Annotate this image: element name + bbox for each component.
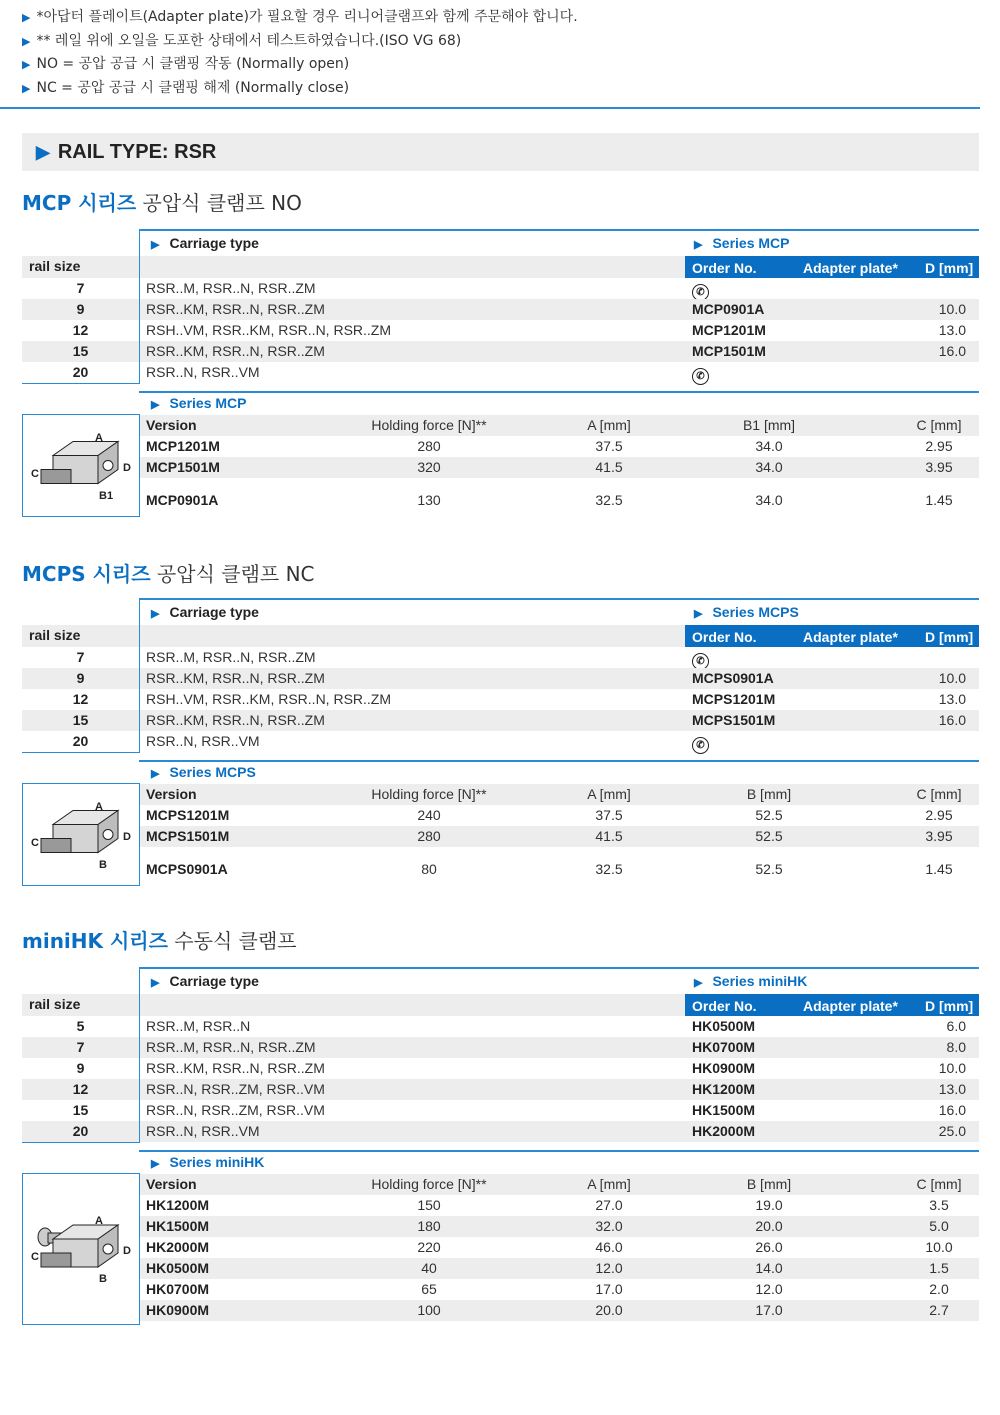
d-value: 6.0 — [946, 1018, 966, 1034]
vertical-line — [139, 1173, 140, 1325]
column-header: C [mm] — [916, 1176, 962, 1192]
version-b: 19.0 — [755, 1197, 783, 1213]
rail-size-label: rail size — [29, 627, 81, 643]
version-name: HK0500M — [146, 1260, 210, 1276]
series-text: Series miniHK — [169, 1154, 265, 1170]
rail-size-value: 15 — [72, 343, 89, 359]
triangle-right-icon: ▶ — [22, 34, 31, 48]
series-line — [139, 760, 979, 762]
rail-size-value: 7 — [76, 1039, 85, 1055]
series-label — [694, 604, 799, 620]
carriage-type-label — [151, 973, 259, 989]
divider — [0, 107, 980, 109]
fig-label-d: D — [123, 830, 131, 843]
column-header: B1 [mm] — [742, 417, 796, 433]
order-number: HK1200M — [692, 1081, 756, 1097]
clamp-drawing — [23, 415, 138, 516]
order-number: HK0500M — [692, 1018, 756, 1034]
phone-icon — [692, 362, 709, 383]
version-label: Version — [146, 786, 197, 802]
column-header: Holding force [N]** — [371, 417, 487, 433]
carriage-value: RSR..KM, RSR..N, RSR..ZM — [146, 670, 325, 686]
version-series-header — [151, 1154, 264, 1170]
fig-label-c: C — [31, 467, 39, 480]
d-value: 25.0 — [938, 1123, 966, 1139]
version-b: 34.0 — [755, 459, 783, 475]
note-no: ▶ NO = 공압 공급 시 클램핑 작동 (Normally open) — [22, 56, 350, 72]
carriage-value: RSR..N, RSR..ZM, RSR..VM — [146, 1102, 325, 1118]
d-value: 10.0 — [938, 301, 966, 317]
version-force: 65 — [421, 1281, 437, 1297]
order-number: MCP0901A — [692, 301, 765, 317]
version-a: 37.5 — [595, 438, 623, 454]
version-a: 32.5 — [595, 492, 623, 508]
version-row — [139, 859, 979, 880]
vertical-line — [139, 414, 140, 517]
column-header: C [mm] — [916, 786, 962, 802]
table-row — [22, 668, 979, 689]
note-oil: ▶ ** 레일 위에 오일을 도포한 상태에서 테스트하였습니다.(ISO VG 68) — [22, 32, 462, 49]
rail-size-value: 20 — [72, 1123, 89, 1139]
table-row — [22, 689, 979, 710]
fig-label-c: C — [31, 1251, 39, 1263]
version-b: 17.0 — [755, 1302, 783, 1318]
version-name: HK1500M — [146, 1218, 210, 1234]
order-number: HK0900M — [692, 1060, 756, 1076]
series-text: Series MCPS — [712, 604, 799, 620]
rail-size-value: 12 — [72, 322, 89, 338]
rail-size-value: 12 — [72, 1081, 89, 1097]
version-a: 32.5 — [595, 861, 623, 877]
carriage-value: RSH..VM, RSR..KM, RSR..N, RSR..ZM — [146, 691, 392, 707]
version-force: 40 — [421, 1260, 437, 1276]
carriage-value: RSR..M, RSR..N, RSR..ZM — [146, 649, 316, 665]
adapter-plate-label: Adapter plate* — [803, 629, 898, 645]
triangle-right-icon: ▶ — [694, 608, 703, 620]
version-row — [139, 1258, 979, 1279]
version-a: 17.0 — [595, 1281, 623, 1297]
series-text: Series MCPS — [169, 764, 256, 780]
version-a: 20.0 — [595, 1302, 623, 1318]
rail-size-label: rail size — [29, 996, 81, 1012]
column-header: B [mm] — [746, 1176, 792, 1192]
order-no-label: Order No. — [692, 629, 757, 645]
fig-label-b: B — [99, 1273, 107, 1285]
fig-label-d: D — [123, 461, 131, 474]
version-name: MCP1201M — [146, 438, 220, 454]
order-header — [685, 256, 979, 278]
version-name: HK0900M — [146, 1302, 210, 1318]
table-header-row — [22, 994, 979, 1016]
adapter-plate-label: Adapter plate* — [803, 260, 898, 276]
order-number: MCP1501M — [692, 343, 766, 359]
table-row — [22, 320, 979, 341]
carriage-value: RSR..N, RSR..VM — [146, 364, 260, 380]
version-a: 41.5 — [595, 828, 623, 844]
rail-size-label: rail size — [29, 258, 81, 274]
order-number: HK0700M — [692, 1039, 756, 1055]
section-title-mcp: MCP 시리즈 공압식 클램프 NO — [22, 191, 302, 215]
version-b: 26.0 — [755, 1239, 783, 1255]
column-header: Holding force [N]** — [371, 786, 487, 802]
triangle-right-icon: ▶ — [151, 608, 160, 620]
order-number: HK2000M — [692, 1123, 756, 1139]
version-name: MCPS1201M — [146, 807, 230, 823]
bottom-line — [22, 752, 140, 753]
carriage-value: RSR..KM, RSR..N, RSR..ZM — [146, 343, 325, 359]
carriage-value: RSR..M, RSR..N — [146, 1018, 251, 1034]
vertical-line — [139, 783, 140, 886]
version-force: 280 — [417, 828, 441, 844]
triangle-right-icon: ▶ — [151, 1158, 160, 1170]
section-title-mcps: MCPS 시리즈 공압식 클램프 NC — [22, 562, 315, 586]
column-header: A [mm] — [587, 786, 631, 802]
version-row — [139, 1237, 979, 1258]
version-name: MCPS1501M — [146, 828, 230, 844]
rail-size-value: 9 — [76, 301, 85, 317]
version-name: HK1200M — [146, 1197, 210, 1213]
rail-size-value: 7 — [76, 649, 85, 665]
triangle-right-icon: ▶ — [694, 977, 703, 989]
table-row — [22, 362, 979, 383]
carriage-header — [139, 969, 979, 994]
triangle-right-icon: ▶ — [36, 142, 50, 162]
order-number: HK1500M — [692, 1102, 756, 1118]
table-row — [22, 1037, 979, 1058]
carriage-value: RSH..VM, RSR..KM, RSR..N, RSR..ZM — [146, 322, 392, 338]
order-header — [685, 994, 979, 1016]
series-label — [694, 235, 790, 251]
section-title-minihk: miniHK 시리즈 수동식 클램프 — [22, 929, 297, 953]
fig-label-b: B1 — [99, 489, 114, 502]
carriage-value: RSR..KM, RSR..N, RSR..ZM — [146, 1060, 325, 1076]
version-c: 3.5 — [929, 1197, 949, 1213]
triangle-right-icon: ▶ — [151, 977, 160, 989]
version-series-header — [151, 764, 256, 780]
version-c: 1.45 — [925, 861, 953, 877]
version-b: 34.0 — [755, 492, 783, 508]
bottom-line — [22, 1142, 140, 1143]
carriage-type-label — [151, 604, 259, 620]
phone-icon — [692, 731, 709, 752]
version-name: HK2000M — [146, 1239, 210, 1255]
version-force: 150 — [417, 1197, 441, 1213]
clamp-figure — [22, 783, 139, 886]
version-label: Version — [146, 417, 197, 433]
d-value: 13.0 — [938, 691, 966, 707]
version-series-header — [151, 395, 247, 411]
column-header: Holding force [N]** — [371, 1176, 487, 1192]
carriage-header — [139, 231, 979, 256]
version-b: 34.0 — [755, 438, 783, 454]
series-text: Series MCP — [169, 395, 247, 411]
series-line — [139, 1150, 979, 1152]
version-c: 3.95 — [925, 459, 953, 475]
d-mm-label: D [mm] — [925, 629, 974, 645]
version-b: 14.0 — [755, 1260, 783, 1276]
rail-size-value: 9 — [76, 1060, 85, 1076]
fig-label-a: A — [95, 1215, 103, 1227]
minihk-block — [22, 967, 979, 1327]
version-row — [139, 1195, 979, 1216]
fig-label-b: B — [99, 858, 107, 871]
version-c: 1.5 — [929, 1260, 949, 1276]
phone-icon: ✆ — [692, 737, 709, 754]
version-c: 2.95 — [925, 438, 953, 454]
rail-size-value: 20 — [72, 364, 89, 380]
vertical-line — [139, 967, 140, 1143]
rail-size-value: 5 — [76, 1018, 85, 1034]
note-nc: ▶ NC = 공압 공급 시 클램핑 해제 (Normally close) — [22, 79, 350, 96]
version-b: 52.5 — [755, 861, 783, 877]
table-header-row — [22, 625, 979, 647]
phone-icon: ✆ — [692, 368, 709, 385]
table-row — [22, 278, 979, 299]
phone-icon: ✆ — [692, 284, 709, 301]
vertical-line — [139, 229, 140, 384]
rail-size-value: 7 — [76, 280, 85, 296]
column-header: A [mm] — [587, 417, 631, 433]
table-header-row — [22, 256, 979, 278]
table-row — [22, 731, 979, 752]
version-force: 240 — [417, 807, 441, 823]
order-no-label: Order No. — [692, 260, 757, 276]
version-row — [139, 805, 979, 826]
version-c: 10.0 — [925, 1239, 953, 1255]
rail-size-value: 9 — [76, 670, 85, 686]
vertical-line — [139, 598, 140, 753]
series-label — [694, 973, 807, 989]
version-a: 41.5 — [595, 459, 623, 475]
d-value: 16.0 — [938, 343, 966, 359]
rail-size-value: 15 — [72, 712, 89, 728]
version-label: Version — [146, 1176, 197, 1192]
triangle-right-icon: ▶ — [151, 399, 160, 411]
version-force: 100 — [417, 1302, 441, 1318]
version-force: 130 — [417, 492, 441, 508]
order-header — [685, 625, 979, 647]
version-c: 2.95 — [925, 807, 953, 823]
order-number: MCPS1501M — [692, 712, 776, 728]
d-value: 8.0 — [946, 1039, 966, 1055]
fig-label-d: D — [123, 1245, 131, 1257]
phone-icon: ✆ — [692, 653, 709, 670]
clamp-drawing — [23, 1174, 138, 1324]
version-force: 280 — [417, 438, 441, 454]
notes — [22, 6, 578, 100]
phone-icon — [692, 647, 709, 668]
d-value: 13.0 — [938, 322, 966, 338]
rail-type-bar: ▶ RAIL TYPE: RSR — [22, 133, 979, 171]
version-a: 32.0 — [595, 1218, 623, 1234]
column-header: B [mm] — [746, 786, 792, 802]
carriage-type-text: Carriage type — [169, 604, 259, 620]
bottom-line — [22, 383, 140, 384]
version-a: 27.0 — [595, 1197, 623, 1213]
version-header-row — [139, 415, 979, 436]
triangle-right-icon: ▶ — [22, 11, 31, 24]
column-header: A [mm] — [587, 1176, 631, 1192]
table-row — [22, 299, 979, 320]
version-name: MCPS0901A — [146, 861, 228, 877]
rail-size-value: 15 — [72, 1102, 89, 1118]
clamp-drawing — [23, 784, 138, 885]
order-number: MCPS0901A — [692, 670, 774, 686]
version-c: 3.95 — [925, 828, 953, 844]
version-header-row — [139, 1174, 979, 1195]
carriage-value: RSR..M, RSR..N, RSR..ZM — [146, 1039, 316, 1055]
carriage-type-text: Carriage type — [169, 235, 259, 251]
carriage-value: RSR..N, RSR..VM — [146, 1123, 260, 1139]
version-row — [139, 1300, 979, 1321]
carriage-type-label — [151, 235, 259, 251]
triangle-right-icon: ▶ — [694, 239, 703, 251]
version-b: 20.0 — [755, 1218, 783, 1234]
version-name: HK0700M — [146, 1281, 210, 1297]
version-row — [139, 1216, 979, 1237]
carriage-value: RSR..N, RSR..ZM, RSR..VM — [146, 1081, 325, 1097]
d-mm-label: D [mm] — [925, 998, 974, 1014]
version-force: 220 — [417, 1239, 441, 1255]
table-row — [22, 1121, 979, 1142]
clamp-figure — [22, 414, 139, 517]
column-header: C [mm] — [916, 417, 962, 433]
adapter-plate-label: Adapter plate* — [803, 998, 898, 1014]
carriage-type-text: Carriage type — [169, 973, 259, 989]
version-name: MCP0901A — [146, 492, 219, 508]
rail-size-value: 20 — [72, 733, 89, 749]
d-value: 16.0 — [938, 1102, 966, 1118]
fig-label-a: A — [95, 800, 103, 813]
carriage-value: RSR..KM, RSR..N, RSR..ZM — [146, 712, 325, 728]
d-value: 10.0 — [938, 1060, 966, 1076]
table-row — [22, 1016, 979, 1037]
clamp-figure — [22, 1173, 139, 1325]
version-header-row — [139, 784, 979, 805]
version-b: 52.5 — [755, 828, 783, 844]
table-row — [22, 1100, 979, 1121]
table-row — [22, 1079, 979, 1100]
carriage-value: RSR..N, RSR..VM — [146, 733, 260, 749]
carriage-value: RSR..M, RSR..N, RSR..ZM — [146, 280, 316, 296]
order-no-label: Order No. — [692, 998, 757, 1014]
triangle-right-icon: ▶ — [151, 768, 160, 780]
version-c: 2.0 — [929, 1281, 949, 1297]
triangle-right-icon: ▶ — [22, 58, 31, 71]
triangle-right-icon: ▶ — [22, 81, 31, 95]
fig-label-c: C — [31, 836, 39, 849]
version-force: 320 — [417, 459, 441, 475]
d-value: 13.0 — [938, 1081, 966, 1097]
carriage-value: RSR..KM, RSR..N, RSR..ZM — [146, 301, 325, 317]
order-number: MCP1201M — [692, 322, 766, 338]
version-b: 12.0 — [755, 1281, 783, 1297]
mcps-block — [22, 598, 979, 892]
version-c: 1.45 — [925, 492, 953, 508]
version-force: 180 — [417, 1218, 441, 1234]
table-row — [22, 710, 979, 731]
version-row — [139, 490, 979, 511]
series-line — [139, 391, 979, 393]
fig-label-a: A — [95, 431, 103, 444]
order-number: MCPS1201M — [692, 691, 776, 707]
d-mm-label: D [mm] — [925, 260, 974, 276]
series-text: Series miniHK — [712, 973, 808, 989]
version-row — [139, 457, 979, 478]
series-text: Series MCP — [712, 235, 790, 251]
table-row — [22, 341, 979, 362]
mcp-block — [22, 229, 979, 523]
table-row — [22, 1058, 979, 1079]
d-value: 10.0 — [938, 670, 966, 686]
version-c: 2.7 — [929, 1302, 949, 1318]
rail-size-value: 12 — [72, 691, 89, 707]
version-row — [139, 1279, 979, 1300]
version-b: 52.5 — [755, 807, 783, 823]
version-force: 80 — [421, 861, 437, 877]
note-adapter: ▶ *아답터 플레이트(Adapter plate)가 필요할 경우 리니어클램프와 함께 주문해야 합니다. — [22, 9, 578, 25]
version-c: 5.0 — [929, 1218, 949, 1234]
d-value: 16.0 — [938, 712, 966, 728]
table-row — [22, 647, 979, 668]
phone-icon — [692, 278, 709, 299]
version-row — [139, 436, 979, 457]
version-a: 37.5 — [595, 807, 623, 823]
carriage-header — [139, 600, 979, 625]
triangle-right-icon: ▶ — [151, 239, 160, 251]
version-a: 46.0 — [595, 1239, 623, 1255]
version-row — [139, 826, 979, 847]
version-name: MCP1501M — [146, 459, 220, 475]
version-a: 12.0 — [595, 1260, 623, 1276]
